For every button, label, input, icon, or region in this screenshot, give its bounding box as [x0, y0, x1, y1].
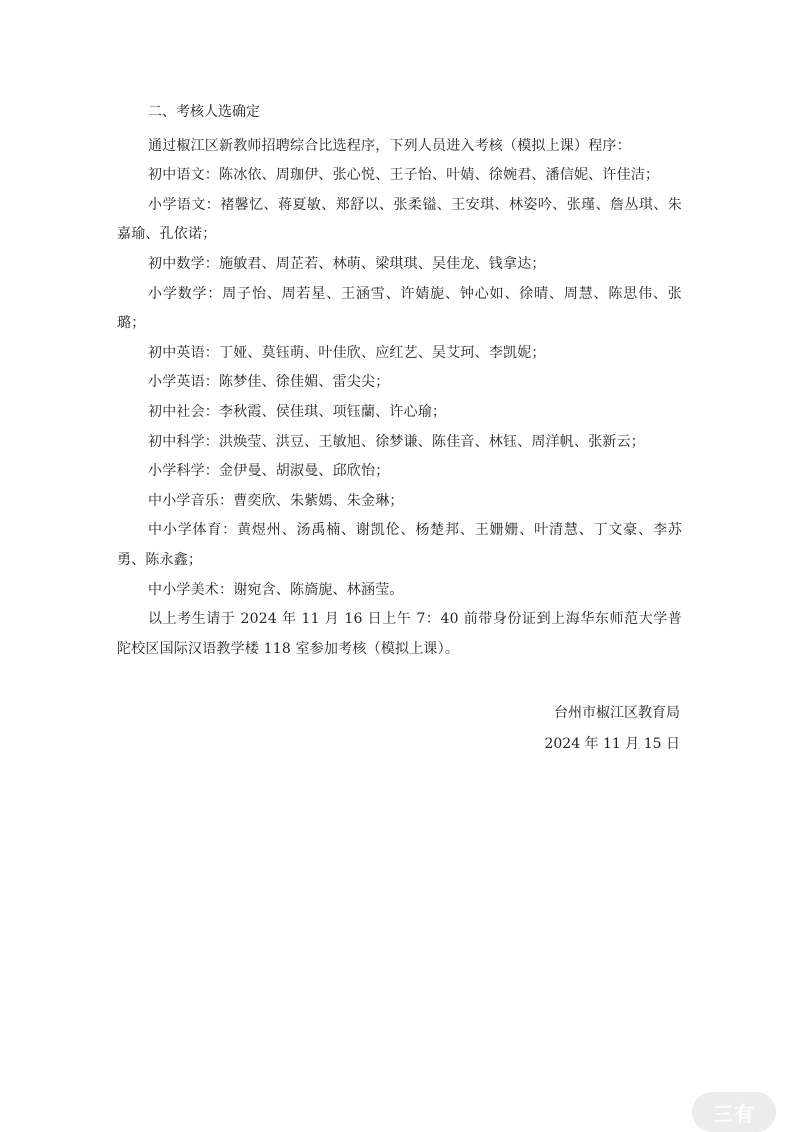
- candidate-names: 丁娅、莫钰萌、叶佳欣、应红艺、吴艾珂、李凯妮；: [219, 344, 546, 361]
- notice-paragraph: 以上考生请于 2024 年 11 月 16 日上午 7：40 前带身份证到上海华东师范大学普陀校区国际汉语教学楼 118 室参加考核（模拟上课）。: [117, 611, 682, 657]
- candidate-names: 褚馨忆、蒋夏敏、郑舒以、张柔镒、王安琪、林姿吟、张瑾、詹丛琪、朱嘉瑜、孔依诺；: [117, 196, 683, 243]
- candidate-names: 黄煜州、汤禹楠、谢凯伦、杨楚邦、王姗姗、叶清慧、丁文豪、李苏勇、陈永鑫；: [117, 522, 682, 568]
- list-item: [117, 280, 682, 339]
- subject-label: 小学英语：: [148, 374, 219, 391]
- subject-label: 中小学体育：: [148, 522, 238, 539]
- signature-organization: 台州市椒江区教育局: [554, 705, 680, 721]
- subject-label: 小学语文：: [148, 196, 221, 213]
- candidate-names: 施敏君、周芷若、林萌、梁琪琪、吴佳龙、钱拿达；: [219, 255, 546, 272]
- document-body: [117, 98, 682, 664]
- candidate-names: 李秋霞、侯佳琪、项钰蘭、许心瑜；: [219, 403, 447, 420]
- list-item: [117, 161, 682, 191]
- list-item: [117, 428, 682, 458]
- subject-label: 初中社会：: [148, 403, 219, 420]
- candidate-names: 洪焕莹、洪豆、王敏旭、徐梦谦、陈佳音、林钰、周洋帆、张新云；: [219, 433, 645, 450]
- candidate-names: 谢宛含、陈旖旎、林涵莹。: [233, 581, 404, 598]
- subject-label: 中小学音乐：: [148, 492, 234, 509]
- subject-label: 初中科学：: [148, 433, 219, 450]
- candidate-names: 陈冰依、周珈伊、张心悦、王子怡、叶婧、徐婉君、潘信妮、许佳洁；: [219, 167, 660, 184]
- subject-label: 中小学美术：: [148, 581, 234, 598]
- section-heading: 二、考核人选确定: [148, 104, 260, 120]
- candidate-names: 周子怡、周若星、王涵雪、许婧旎、钟心如、徐晴、周慧、陈思伟、张璐；: [117, 285, 683, 332]
- list-item: [117, 487, 682, 517]
- list-item: [117, 339, 682, 369]
- subject-label: 小学数学：: [148, 285, 223, 302]
- list-item: [117, 191, 682, 250]
- subject-label: 初中数学：: [148, 255, 219, 272]
- list-item: [117, 250, 682, 280]
- list-item: [117, 457, 682, 487]
- list-item: [117, 368, 682, 398]
- watermark-badge: 三有: [692, 1092, 776, 1132]
- candidate-names: 陈梦佳、徐佳媚、雷尖尖；: [219, 374, 390, 391]
- list-item: [117, 398, 682, 428]
- signature-date: 2024 年 11 月 15 日: [544, 736, 680, 752]
- list-item: [117, 576, 682, 606]
- candidate-names: 曹奕欣、朱紫嫣、朱金琳；: [233, 492, 404, 509]
- subject-label: 小学科学：: [148, 463, 219, 480]
- candidate-names: 金伊曼、胡淑曼、邱欣怡；: [219, 463, 390, 480]
- subject-label: 初中英语：: [148, 344, 219, 361]
- intro-paragraph: 通过椒江区新教师招聘综合比选程序，下列人员进入考核（模拟上课）程序：: [148, 137, 631, 154]
- subject-label: 初中语文：: [148, 167, 219, 184]
- list-item: [117, 516, 682, 575]
